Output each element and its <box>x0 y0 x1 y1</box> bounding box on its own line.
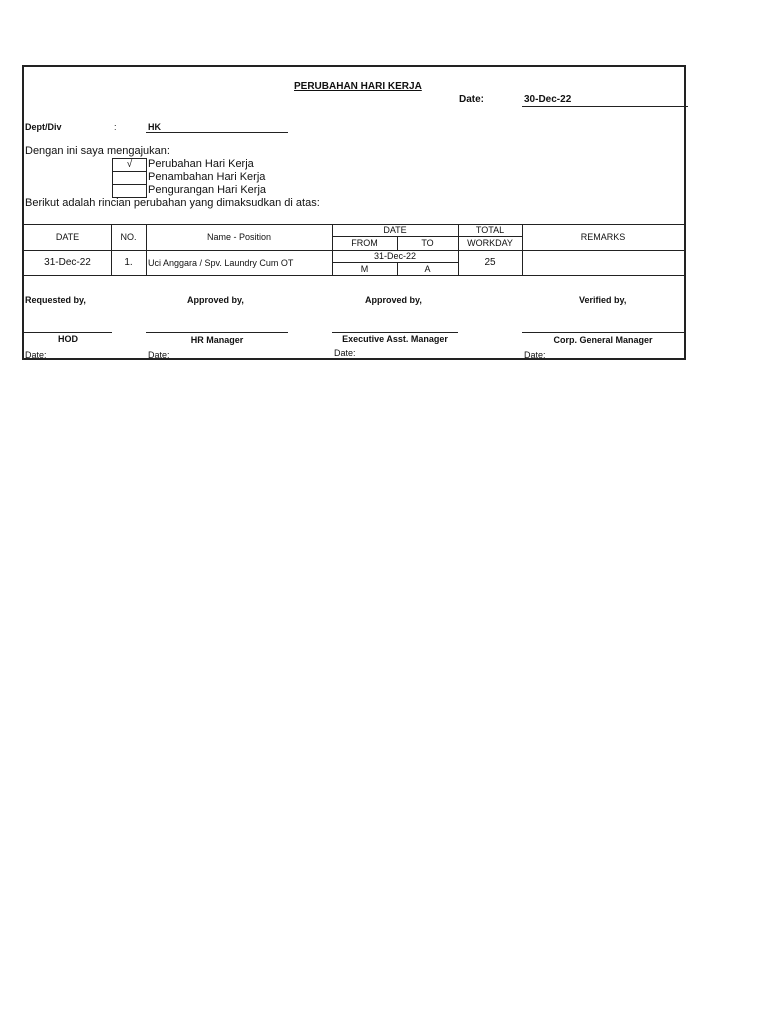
table-header-no: NO. <box>120 232 137 242</box>
table-header-total: TOTAL <box>475 225 505 235</box>
dept-value: HK <box>148 122 161 132</box>
table-header-from: FROM <box>351 238 378 248</box>
table-row-to: A <box>424 264 431 274</box>
form-sheet <box>22 65 686 360</box>
signature-heading-approved-hr: Approved by, <box>187 295 244 305</box>
table-row-total-workday: 25 <box>484 257 496 268</box>
signature-date-exec: Date: <box>334 348 356 358</box>
signature-heading-requested: Requested by, <box>25 295 86 305</box>
intro-text: Dengan ini saya mengajukan: <box>25 145 170 157</box>
table-bottom-border <box>24 275 684 276</box>
table-row-no: 1. <box>124 257 133 268</box>
dept-label: Dept/Div <box>25 122 62 132</box>
header-date-underline <box>522 106 688 107</box>
option-checkbox-penambahan[interactable] <box>112 171 147 185</box>
signature-date-hr: Date: <box>148 350 170 360</box>
form-title: PERUBAHAN HARI KERJA <box>294 81 422 92</box>
table-header-date: DATE <box>55 232 80 242</box>
signature-date-hod: Date: <box>25 350 47 360</box>
table-row-date-span: 31-Dec-22 <box>373 251 417 261</box>
signature-role-hod: HOD <box>58 334 78 344</box>
option-checkbox-pengurangan[interactable] <box>112 184 147 198</box>
option-checkbox-perubahan[interactable] <box>112 158 147 172</box>
option-label-pengurangan: Pengurangan Hari Kerja <box>148 184 267 196</box>
signature-line-hr <box>146 332 288 333</box>
signature-heading-verified: Verified by, <box>579 295 627 305</box>
table-row-from: M <box>360 264 369 274</box>
signature-role-hr: HR Manager <box>190 335 244 345</box>
table-header-name-position: Name - Position <box>206 232 272 242</box>
table-row-name-position: Uci Anggara / Spv. Laundry Cum OT <box>148 258 294 268</box>
header-date-value: 30-Dec-22 <box>524 94 572 105</box>
signature-heading-approved-exec: Approved by, <box>365 295 422 305</box>
dept-colon: : <box>114 122 117 132</box>
dept-underline <box>146 132 288 133</box>
table-header-workday: WORKDAY <box>467 238 513 248</box>
table-header-date-group: DATE <box>383 225 407 235</box>
option-label-perubahan: Perubahan Hari Kerja <box>148 158 254 170</box>
option-label-penambahan: Penambahan Hari Kerja <box>148 171 266 183</box>
table-header-to: TO <box>421 238 434 248</box>
signature-date-corp: Date: <box>524 350 546 360</box>
header-date-label: Date: <box>459 94 485 105</box>
option-check-mark: √ <box>126 159 133 170</box>
signature-line-corp <box>522 332 684 333</box>
detail-note: Berikut adalah rincian perubahan yang dimaksudkan di atas: <box>25 197 320 209</box>
signature-role-corp: Corp. General Manager <box>553 335 653 345</box>
table-header-remarks: REMARKS <box>580 232 626 242</box>
signature-role-exec: Executive Asst. Manager <box>342 334 448 344</box>
table-row-date: 31-Dec-22 <box>44 257 91 268</box>
